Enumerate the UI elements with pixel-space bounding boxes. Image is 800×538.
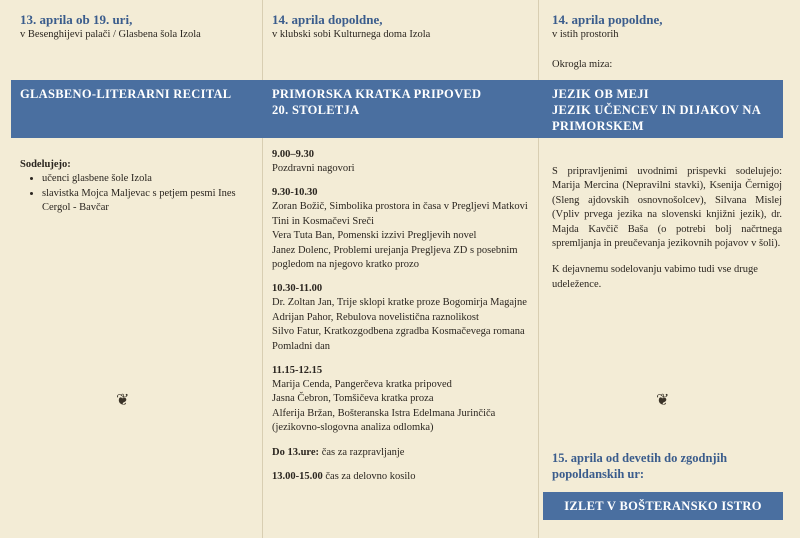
program-time: 11.15-12.15 [272, 365, 323, 377]
col3-date: 14. aprila popoldne, [552, 12, 663, 27]
trip-date: 15. aprila od devetih do zgodnjih popoldanskih ur: [552, 451, 728, 481]
col3-title-line1: JEZIK OB MEJI [552, 87, 649, 101]
program-block [272, 186, 530, 272]
lunch-text: čas za delovno kosilo [325, 471, 416, 483]
col3-title-line2: JEZIK UČENCEV IN DIJAKOV NA [552, 103, 762, 117]
col2-header [272, 12, 532, 42]
discussion-line [272, 446, 530, 460]
col1-venue: v Besenghijevi palači / Glasbena šola Izola [20, 29, 201, 40]
program-item: Pozdravni nagovori [272, 163, 355, 174]
program-block [272, 282, 530, 354]
ornament-icon: ❦ [656, 392, 670, 409]
program-item: Vera Tuta Ban, Pomenski izzivi Pregljevih novel [272, 230, 477, 242]
list-item: • učenci glasbene šole Izola [42, 172, 255, 186]
lunch-time: 13.00-15.00 [272, 471, 323, 483]
col1-header [20, 12, 255, 42]
col3-round-table-label: Okrogla miza: [552, 59, 613, 70]
col1-body [20, 158, 255, 216]
col2-program [272, 148, 530, 485]
ornament-icon: ❦ [116, 392, 130, 409]
col2-title-line2: 20. STOLETJA [272, 103, 360, 117]
col2-title-line1: PRIMORSKA KRATKA PRIPOVED [272, 87, 482, 101]
col3-paragraph-1: S pripravljenimi uvodnimi prispevki sodelujejo: Marija Mercina (Nepravilni stavki), Ksenija Černigoj (Sleng ajdovskih osnovnošolcev), Silvana Mislej (Vpliv prvega jezika na slovenski knjižni jezik), dr. Majda Kavčič Baša (o potrebi bolj načrtnega spremljanja in preučevanja jezikovnih pojavov v šoli). [552, 166, 782, 250]
program-item: Janez Dolenc, Problemi urejanja Pregljeva ZD s posebnim pogledom na njegovo kratko prozo [272, 244, 518, 271]
discussion-text: čas za razpravljanje [321, 446, 405, 458]
program-time: 9.30-10.30 [272, 187, 318, 199]
program-block [272, 148, 530, 176]
col3-venue: v istih prostorih [552, 29, 619, 40]
program-item: Adrijan Pahor, Rebulova novelistična raznolikost [272, 311, 479, 323]
col2-venue: v klubski sobi Kulturnega doma Izola [272, 29, 431, 40]
program-block [272, 364, 530, 436]
col1-title: GLASBENO-LITERARNI RECITAL [20, 87, 232, 101]
participants-label: Sodelujejo: [20, 159, 71, 170]
program-item: Alferija Bržan, Bošteranska Istra Edelmana Jurinčiča (jezikovno-slogovna analiza odlomka) [272, 407, 496, 434]
program-time: 10.30-11.00 [272, 283, 323, 295]
col3-paragraph-2: K dejavnemu sodelovanju vabimo tudi vse druge udeležence. [552, 264, 758, 290]
program-item: Zoran Božič, Simbolika prostora in časa v Pregljevi Matkovi Tini in Kosmačevi Sreči [272, 201, 528, 227]
col3-header [552, 12, 787, 72]
program-time: 9.00–9.30 [272, 149, 314, 160]
lunch-line [272, 470, 530, 484]
col3-title-line3: PRIMORSKEM [552, 119, 644, 133]
list-item: • slavistka Mojca Maljevac s petjem pesmi Ines Cergol - Bavčar [42, 187, 255, 216]
col2-title [272, 86, 532, 118]
program-item: Jasna Čebron, Tomšičeva kratka proza [272, 393, 434, 405]
col2-date: 14. aprila dopoldne, [272, 12, 383, 27]
program-item: Marija Cenda, Pangerčeva kratka pripoved [272, 379, 452, 391]
program-item: Dr. Zoltan Jan, Trije sklopi kratke proze Bogomirja Magajne [272, 297, 527, 309]
col3-body [552, 165, 782, 292]
participants-list [20, 172, 255, 215]
col3-title [552, 86, 782, 134]
trip-title: IZLET V BOŠTERANSKO ISTRO [543, 492, 783, 520]
col1-date: 13. aprila ob 19. uri, [20, 12, 133, 27]
discussion-time: Do 13.ure: [272, 446, 320, 458]
program-item: Silvo Fatur, Kratkozgodbena zgradba Kosmačevega romana Pomladni dan [272, 326, 525, 352]
